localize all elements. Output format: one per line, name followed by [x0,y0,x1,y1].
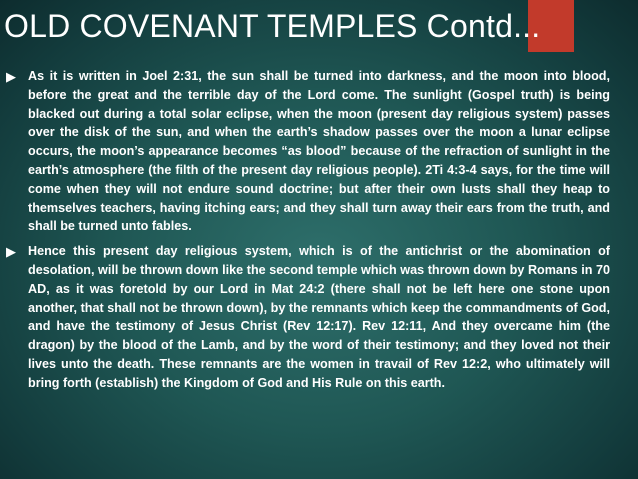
bullet-item [6,67,610,236]
triangle-right-icon: ▶ [6,244,16,260]
bullet-item [6,242,610,392]
bullet-list [6,67,610,399]
bullet-text: As it is written in Joel 2:31, the sun shall be turned into darkness, and the moon into blood, before the great and the terrible day of the Lord come. The sunlight (Gospel truth) is being blacked out during a total solar eclipse, when the moon (present day religious system) passes over the disk of the sun, and when the earth’s shadow passes over the moon a lunar eclipse occurs, the moon’s appearance becomes “as blood” because of the refraction of sunlight in the earth’s atmosphere (the filth of the present day religious people). 2Ti 4:3-4 says, for the time will come when they will not endure sound doctrine; but after their own lusts shall they heap to themselves teachers, having itching ears; and they shall turn away their ears from the truth, and shall be turned unto fables. [28,69,610,234]
slide-title: OLD COVENANT TEMPLES Contd... [4,8,541,44]
triangle-right-icon: ▶ [6,69,16,84]
bullet-text: Hence this present day religious system, which is of the antichrist or the abomination of desolation, will be thrown down like the second temple which was thrown down by Romans in 70 AD, as it was foretold by our Lord in Mat 24:2 (there shall not be left here one stone upon another, that shall not be thrown down), by the remnants which keep the commandments of God, and have the testimony of Jesus Christ (Rev 12:17). Rev 12:11, And they overcame him (the dragon) by the blood of the Lamb, and by the word of their testimony; and they loved not their lives unto the death. These remnants are the women in travail of Rev 12:2, who ultimately will bring forth (establish) the Kingdom of God and His Rule on this earth. [28,244,610,390]
